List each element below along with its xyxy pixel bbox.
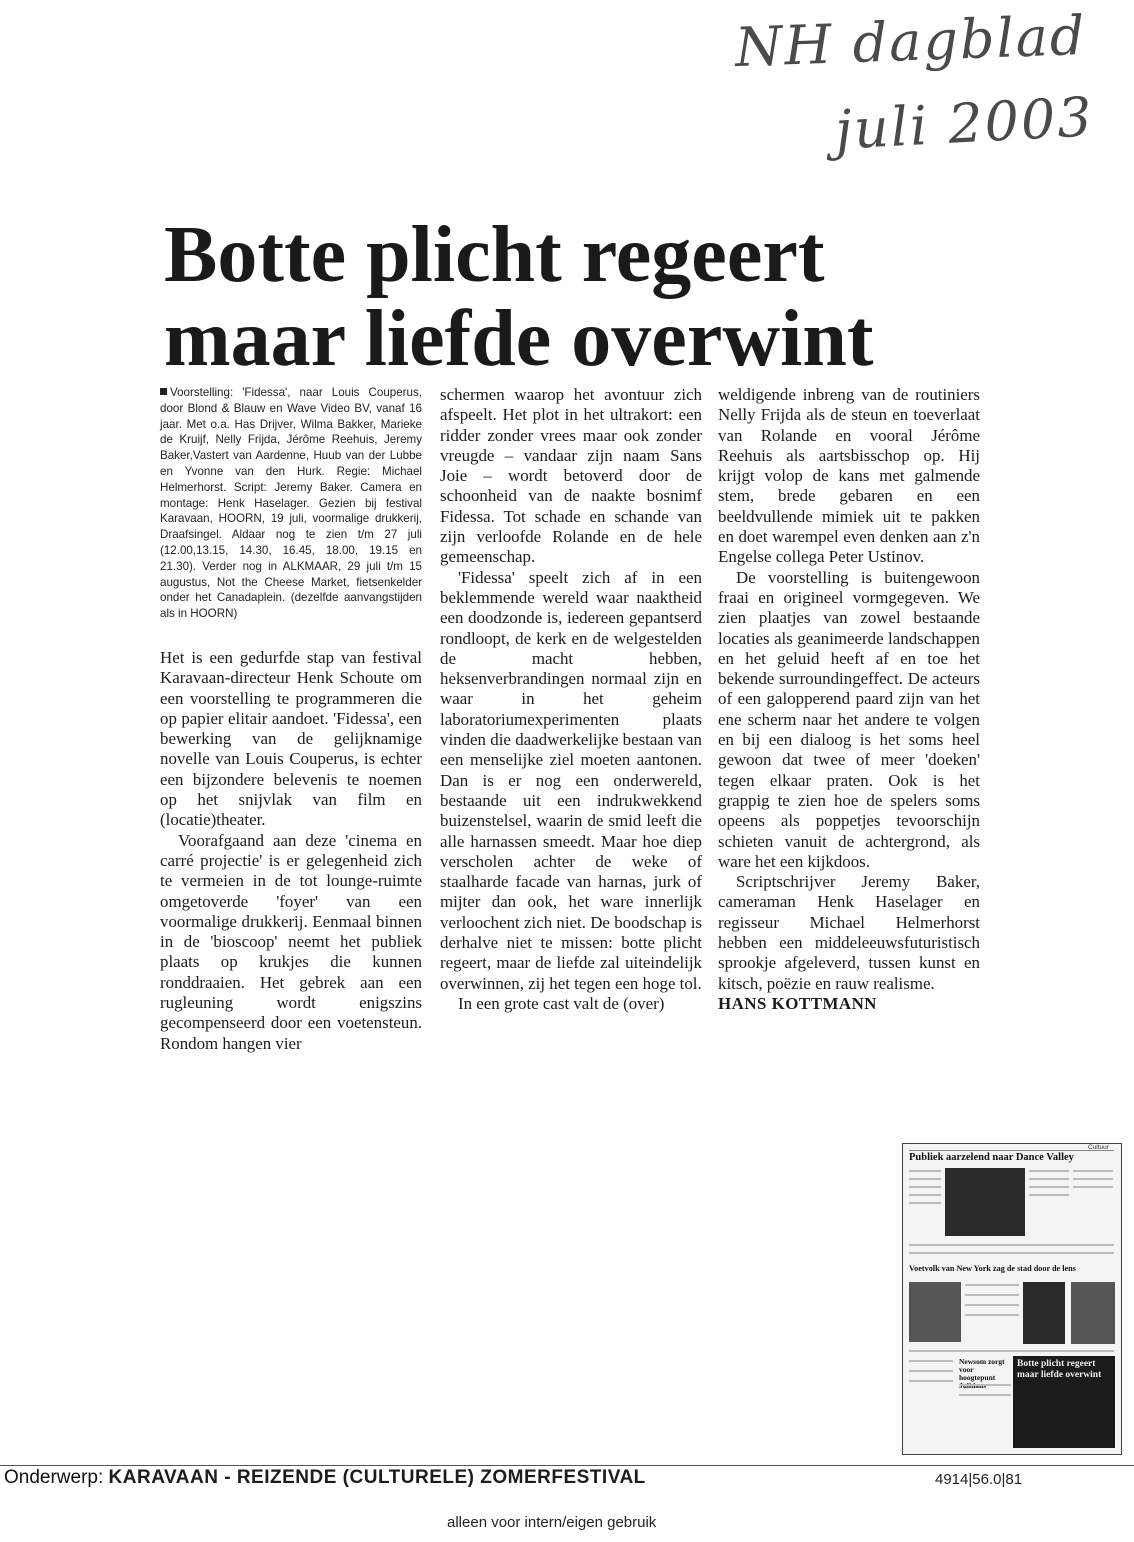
archive-code: 4914|56.0|81 [935, 1471, 1023, 1488]
subject-line [4, 1467, 646, 1489]
paragraph: 'Fidessa' speelt zich af in een beklemmende wereld waar naaktheid een doodzonde is, iedereen gepantserd rondloopt, de kerk en de welgestelden de macht hebben, heksenverbrandingen normaal zijn en waar in het geheim laboratoriumexperimenten plaats vinden die daadwerkelijke bestaan van een menselijke ziel moeten aantonen. Dan is er nog een onderwereld, bestaande uit een indrukwekkend buizenstelsel, waarin de smid leeft die alle harnassen smeedt. Maar hoe diep verscholen achter de weke of staalharde facade van harnas, jurk of mijter dan ook, het ware innerlijk verloochent zich niet. De boodschap is derhalve niet te missen: botte plicht regeert, maar de liefde zal uiteindelijk overwinnen, zij het tegen een hoge tol. [440, 567, 702, 993]
paragraph: schermen waarop het avontuur zich afspeelt. Het plot in het ultrakort: een ridder zonder vrees maar ook zonder vreugde – vandaar zijn naam Sans Joie – wordt betoverd door de schoonheid van de naakte bosnimf Fidessa. Tot schade en schande van zijn verloofde Rolande en de hele gemeenschap. [440, 385, 702, 567]
article-column-1 [160, 648, 422, 1054]
headline-line-2: maar liefde overwint [164, 295, 874, 383]
author-byline: HANS KOTTMANN [718, 993, 877, 1013]
thumb-highlight-line-1: Botte plicht regeert [1017, 1359, 1096, 1369]
handwritten-source-note: NH dagblad [734, 3, 1088, 80]
paragraph: weldigende inbreng van de routiniers Nelly Frijda als de steun en toeverlaat van Rolande en vooral Jérôme Reehuis als aartsbisschop op. Hij krijgt volop de kans met galmende stem, brede gebaren en een beeldvullende mimiek uit te pakken en doet warempel even denken aan z'n Engelse collega Peter Ustinov. [718, 385, 980, 567]
thumb-section-label: Cultuur [1088, 1144, 1109, 1151]
article-column-3 [718, 385, 980, 1014]
footer-divider [0, 1465, 1134, 1466]
thumb-photo [945, 1168, 1025, 1236]
paragraph: Het is een gedurfde stap van festival Karavaan-directeur Henk Schoute om een voorstelling te programmeren die op papier elitair aandoet. 'Fidessa', een bewerking van de gelijknamige novelle van Louis Couperus, is echter een bijzondere belevenis te noemen op het snijvlak van film en (locatie)theater. [160, 648, 422, 830]
subject-value: KARAVAAN - REIZENDE (CULTURELE) ZOMERFESTIVAL [108, 1467, 646, 1488]
thumb-photo [1023, 1282, 1065, 1344]
internal-use-notice: alleen voor intern/eigen gebruik [447, 1514, 657, 1531]
headline-line-1: Botte plicht regeert [164, 211, 825, 299]
thumb-photo [1071, 1282, 1115, 1344]
article-column-2 [440, 385, 702, 1014]
paragraph: Voorafgaand aan deze 'cinema en carré projectie' is er gelegenheid zich te vermeien in de tot lounge-ruimte omgetoverde 'foyer' van een voormalige drukkerij. Eenmaal binnen in de 'bioscoop' neemt het publiek plaats op krukjes die kunnen ronddraaien. Het gebrek aan een rugleuning wordt enigszins gecompenseerd door een voetensteun. Rondom hangen vier [160, 830, 422, 1053]
paragraph: In een grote cast valt de (over) [458, 993, 665, 1013]
paragraph: De voorstelling is buitengewoon fraai en origineel vormgegeven. We zien plaatjes van zowel bestaande locaties als geanimeerde landschappen en het geluid heeft af en toe het bekende surroundingeffect. De acteurs of een galopperend paard zijn van het ene scherm naar het andere te volgen en bij een dialoog is het soms heel gewoon dat twee of meer 'doeken' tegen elkaar praten. Ook is het grappig te zien hoe de spelers soms opeens als poppetjes tevoorschijn schieten vanuit de achtergrond, als ware het een kijkdoos. [718, 567, 980, 871]
thumb-highlighted-article [1013, 1356, 1115, 1448]
subject-label: Onderwerp: [4, 1467, 109, 1488]
thumb-headline-3: Newsom zorgt voor hoogtepunt [959, 1357, 1005, 1382]
handwritten-date-note: juli 2003 [833, 85, 1096, 162]
bullet-square-icon [160, 388, 167, 395]
credits-text: Voorstelling: 'Fidessa', naar Louis Couperus, door Blond & Blauw en Wave Video BV, vanaf 16 jaar. Met o.a. Has Drijver, Wilma Bakker, Marieke de Kruijf, Nelly Frijda, Jérôme Reehuis, Jeremy Baker,Vastert van Aardenne, Huub van der Lubbe en Yvonne van den Hurk. Regie: Michael Helmerhorst. Script: Jeremy Baker. Camera en montage: Henk Haselager. Gezien bij festival Karavaan, HOORN, 19 juli, voormalige drukkerij, Draafsingel. Aldaar nog te zien t/m 27 juli (12.00,13.15, 14.30, 16.45, 18.00, 19.15 en 21.30). Verder nog in ALKMAAR, 29 juli t/m 15 augustus, Not the Cheese Market, fietsenkelder onder het Canadaplein. (dezelfde aanvangstijden als in HOORN) [160, 386, 422, 621]
newspaper-page-thumbnail [902, 1143, 1122, 1455]
thumb-headline-1: Publiek aarzelend naar Dance Valley [909, 1152, 1074, 1163]
production-credits [160, 385, 422, 622]
thumb-photo [909, 1282, 961, 1342]
thumb-highlight-line-2: maar liefde overwint [1017, 1370, 1102, 1380]
thumb-headline-2: Voetvolk van New York zag de stad door de lens [909, 1264, 1076, 1273]
paragraph: Scriptschrijver Jeremy Baker, cameraman Henk Haselager en regisseur Michael Helmerhorst hebben een middeleeuwsfuturistisch sprookje afgeleverd, tussen kunst en kitsch, poëzie en rauw realisme. [718, 872, 980, 993]
